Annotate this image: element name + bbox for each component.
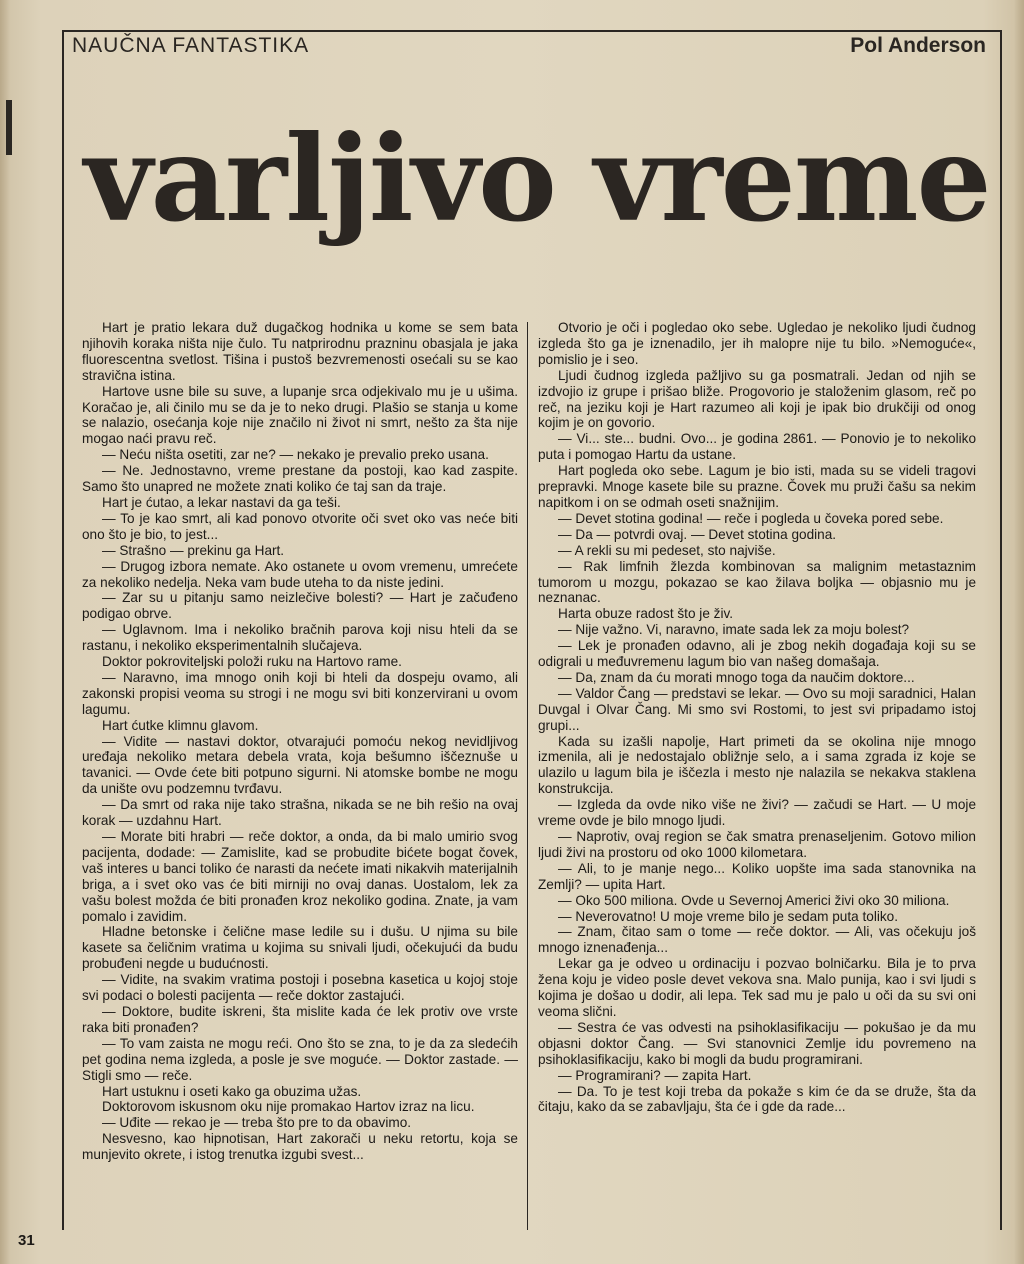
- paragraph: Hart je ćutao, a lekar nastavi da ga teši.: [102, 494, 341, 510]
- paragraph: — Da. To je test koji treba da pokaže s kim će da se druže, šta da čitaju, kako da se zabavljaju, šta će i gde da rade...: [538, 1083, 976, 1115]
- paragraph: — Zar su u pitanju samo neizlečive bolesti? — Hart je začuđeno podigao obrve.: [82, 590, 518, 622]
- paragraph: — Vidite, na svakim vratima postoji i posebna kasetica u kojoj stoje svi podaci o bolesti pacijenta — reče doktor zastajući.: [82, 972, 518, 1004]
- paragraph: — Da — potvrdi ovaj. — Devet stotina godina.: [558, 526, 837, 542]
- paragraph: — Naprotiv, ovaj region se čak smatra prenaseljenim. Gotovo milion ljudi živi na prostoru od oko 1000 kilometara.: [538, 829, 976, 860]
- paragraph: Hart ćutke klimnu glavom.: [102, 717, 259, 733]
- paragraph: — Rak limfnih žlezda kombinovan sa malignim metastaznim tumorom u mozgu, pokazao se kao žilava boljka — objasnio mu je neznanac.: [538, 558, 976, 606]
- section-header: NAUČNA FANTASTIKA: [72, 34, 310, 57]
- paragraph: — To vam zaista ne mogu reći. Ono što se zna, to je da za sledećih pet godina nema izgleda, a posle je sve moguće. — Doktor zastade. — Stigli smo — reče.: [82, 1035, 518, 1083]
- paragraph: Harta obuze radost što je živ.: [558, 606, 734, 622]
- paragraph: Doktorovom iskusnom oku nije promakao Hartov izraz na licu.: [102, 1099, 475, 1115]
- left-edge-shadow: [0, 0, 10, 1264]
- header-rule: [62, 30, 1002, 32]
- paragraph: — Valdor Čang — predstavi se lekar. — Ovo su moji saradnici, Halan Duvgal i Olvar Čang. Mi smo svi Rostomi, to jest svi pripadamo istoj grupi...: [538, 685, 976, 733]
- paragraph: — Neverovatno! U moje vreme bilo je sedam puta toliko.: [558, 908, 898, 924]
- paragraph: — Da smrt od raka nije tako strašna, nikada se ne bih rešio na ovaj korak — uzdahnu Hart.: [82, 797, 518, 829]
- paragraph: — Doktore, budite iskreni, šta mislite kada će lek protiv ove vrste raka biti pronađen?: [82, 1003, 518, 1035]
- paragraph: Ljudi čudnog izgleda pažljivo su ga posmatrali. Jedan od njih se izdvojio iz grupe i prišao bliže. Progovorio je staloženim glasom, reč po reč, na jeziku koji je Hart razumeo ali koji je ipak bio drukčiji od onog kojim je on govorio.: [538, 367, 976, 431]
- paragraph: — Oko 500 miliona. Ovde u Severnoj Americi živi oko 30 miliona.: [558, 892, 950, 908]
- paragraph: — Uđite — rekao je — treba što pre to da obavimo.: [102, 1115, 412, 1131]
- paragraph: Hartove usne bile su suve, a lupanje srca odjekivalo mu je u ušima. Koračao je, ali činilo mu se da je to neko drugi. Plašio se stanja u kome se nalazio, osećanja koje nije značilo ni život ni smrt, nešto za šta nije mogao naći pravu reč.: [82, 383, 518, 447]
- paragraph: Nesvesno, kao hipnotisan, Hart zakorači u neku retortu, koja se munjevito okrete, i istog trenutka izgubi svest...: [82, 1131, 518, 1163]
- paragraph: — Morate biti hrabri — reče doktor, a onda, da bi malo umirio svog pacijenta, dodade: — Zamislite, kad se probudite bićete bogat čovek, vaš interes u banci toliko će narasti da nećete imati nikakvih materijalnih briga, a i svet oko vas će biti mirniji no ovaj danas. Uostalom, lek za vašu bolest možda će biti pronađen kroz nekoliko godina. Znate, ja vam pomalo i zavidim.: [82, 829, 518, 924]
- paragraph: — Znam, čitao sam o tome — reče doktor. — Ali, vas očekuju još mnogo iznenađenja...: [538, 924, 976, 956]
- paragraph: — Nije važno. Vi, naravno, imate sada lek za moju bolest?: [558, 622, 910, 638]
- paragraph: — Vi... ste... budni. Ovo... je godina 2861. — Ponovio je to nekoliko puta i pomogao Hartu da ustane.: [538, 431, 976, 463]
- author-name: Pol Anderson: [850, 34, 986, 57]
- paragraph: — Ne. Jednostavno, vreme prestane da postoji, kao kad zaspite. Samo što unapred ne možete znati koliko će taj san da traje.: [82, 463, 518, 495]
- paragraph: Kada su izašli napolje, Hart primeti da se okolina nije mnogo izmenila, ali je nedostajalo obližnje selo, a i sama zgrada iz koje se ulazilo u lagum bila je iščezla i mesto nje nalazila se nekakva staklena konstrukcija.: [538, 733, 976, 797]
- paragraph: — Drugog izbora nemate. Ako ostanete u ovom vremenu, umrećete za nekoliko nedelja. Neka vam bude uteha to da niste jedini.: [82, 558, 518, 590]
- paragraph: — Strašno — prekinu ga Hart.: [102, 542, 285, 558]
- page-number: 31: [18, 1232, 35, 1249]
- paragraph: Hladne betonske i čelične mase ledile su i dušu. U njima su bile kasete sa čeličnim vratima u kojima su snivali ljudi, očekujući da budu probuđeni negde u budućnosti.: [82, 924, 518, 972]
- paragraph: — Naravno, ima mnogo onih koji bi hteli da dospeju ovamo, ali zakonski propisi veoma su strogi i ne mogu svi biti konzervirani u ovom lagumu.: [82, 669, 518, 717]
- paragraph: Doktor pokroviteljski položi ruku na Hartovo rame.: [102, 654, 402, 670]
- paragraph: — Izgleda da ovde niko više ne živi? — začudi se Hart. — U moje vreme ovde je bilo mnogo ljudi.: [538, 797, 976, 829]
- text-column-right: [538, 320, 976, 1115]
- story-title: varljivo vreme: [84, 109, 990, 248]
- paragraph: — Sestra će vas odvesti na psihoklasifikaciju — pokušao je da mu objasni doktor Čang. — Svi stanovnici Zemlje idu povremeno na psihoklasifikaciju, kako bi mogli da budu programirani.: [538, 1019, 976, 1067]
- paragraph: — Da, znam da ću morati mnogo toga da naučim doktore...: [558, 669, 915, 685]
- paragraph: — Neću ništa osetiti, zar ne? — nekako je prevalio preko usana.: [102, 447, 489, 463]
- right-frame-rule: [1000, 30, 1002, 1230]
- paragraph: — A rekli su mi pedeset, sto najviše.: [558, 542, 776, 558]
- paragraph: — Vidite — nastavi doktor, otvarajući pomoću nekog nevidljivog uređaja nekoliko metara debela vrata, koja bešumno iščeznuše u tavanici. — Ovde ćete biti potpuno sigurni. Ni atomske bombe ne mogu da unište ovu podzemnu tvrđavu.: [82, 733, 518, 797]
- paragraph: Hart ustuknu i oseti kako ga obuzima užas.: [102, 1083, 362, 1099]
- paragraph: — Lek je pronađen odavno, ali je zbog nekih događaja koji su se odigrali u međuvremenu lagum bio van našeg domašaja.: [538, 638, 976, 670]
- margin-mark: [6, 100, 12, 155]
- right-edge-shadow: [1014, 0, 1024, 1264]
- paragraph: — Uglavnom. Ima i nekoliko bračnih parova koji nisu hteli da se rastanu, i nekoliko eksperimentalnih slučajeva.: [82, 622, 518, 654]
- paragraph: — Ali, to je manje nego... Koliko uopšte ima sada stanovnika na Zemlji? — upita Hart.: [538, 860, 976, 892]
- text-column-left: [82, 320, 518, 1163]
- paragraph: Lekar ga je odveo u ordinaciju i pozvao bolničarku. Bila je to prva žena koju je video posle devet vekova sna. Malo punija, kao i svi ljudi s kojima je došao u dodir, ali lepa. Tek sad mu je palo u oči da su svi oni veoma slični.: [538, 956, 976, 1019]
- paragraph: — To je kao smrt, ali kad ponovo otvorite oči svet oko vas neće biti ono što je bio, to jest...: [82, 510, 518, 542]
- paragraph: Hart pogleda oko sebe. Lagum je bio isti, mada su se videli tragovi prepravki. Mnoge kasete bile su prazne. Čovek mu pruži čašu sa nekim napitkom i on se odmah oseti snažnijim.: [538, 463, 976, 510]
- paragraph: — Programirani? — zapita Hart.: [558, 1067, 752, 1083]
- paragraph: — Devet stotina godina! — reče i pogleda u čoveka pored sebe.: [558, 510, 944, 526]
- paragraph: Hart je pratio lekara duž dugačkog hodnika u kome se sem bata njihovih koraka ništa nije čulo. Tu natprirodnu prazninu obasjala je jaka fluorescentna svetlost. Tišina i pustoš bezvremenosti osećali su se kao stravična istina.: [82, 320, 518, 383]
- column-divider: [527, 322, 528, 1230]
- left-frame-rule: [62, 30, 64, 1230]
- paragraph: Otvorio je oči i pogledao oko sebe. Ugledao je nekoliko ljudi čudnog izgleda što ga je iznenadilo, jer ih malopre nije tu bilo. »Nemoguće«, pomislio je i seo.: [538, 320, 976, 367]
